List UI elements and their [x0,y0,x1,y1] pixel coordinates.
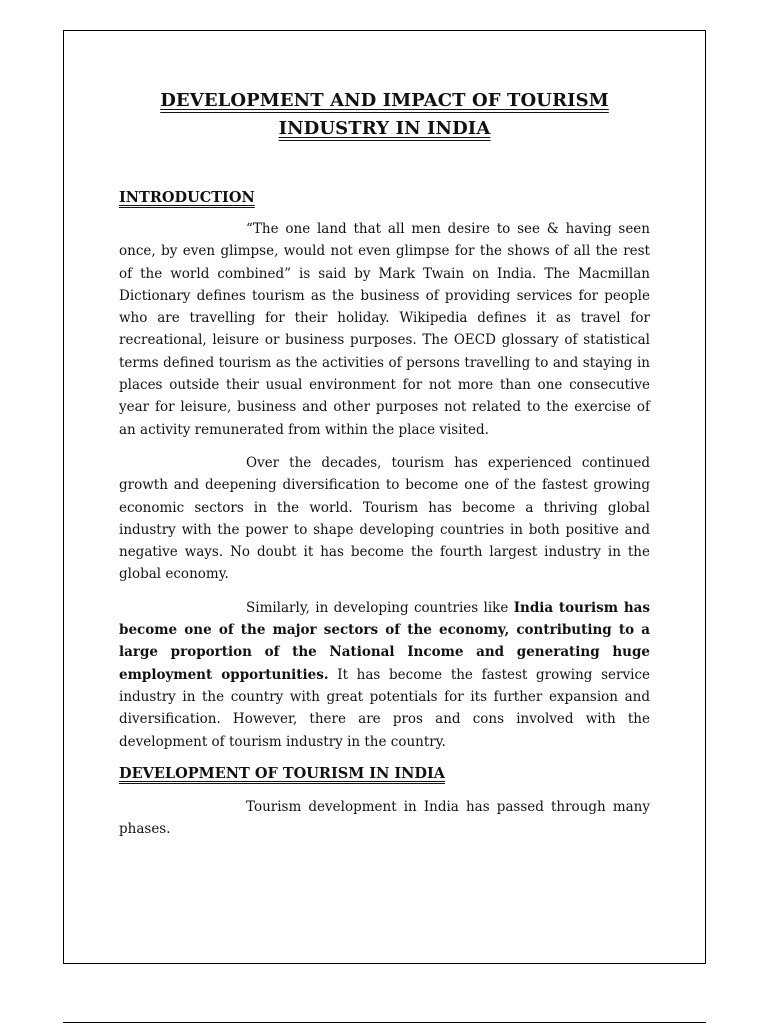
document-title [119,87,650,143]
intro-paragraph-3 [119,597,650,753]
section-heading-development: DEVELOPMENT OF TOURISM IN INDIA [119,764,446,782]
intro-paragraph-1: “The one land that all men desire to see & having seen once, by even glimpse, would not even glimpse for the shows of all the rest of the world combined” is said by Mark Twain on India. The Macmillan Dictionary defines tourism as the business of providing services for people who are travelling for their holiday. Wikipedia defines it as travel for recreational, leisure or business purposes. The OECD glossary of statistical terms defined tourism as the activities of persons travelling to and staying in places outside their usual environment for not more than one consecutive year for leisure, business and other purposes not related to the exercise of an activity remunerated from within the place visited. [119,221,650,438]
title-line-2: INDUSTRY IN INDIA [278,118,491,139]
intro-paragraph-2: Over the decades, tourism has experienced continued growth and deepening diversification to become one of the fastest growing economic sectors in the world. Tourism has become a thriving global industry with the power to shape developing countries in both positive and negative ways. No doubt it has become the fourth largest industry in the global economy. [119,454,650,583]
section-heading-introduction: INTRODUCTION [119,189,255,206]
page-border [63,30,706,964]
next-page-edge [63,1022,706,1023]
intro-paragraph-3-tail: It has become the fastest growing service industry in the country with great potentials for its further expansion and diversification. However, there are pros and cons involved with the development of tourism industry in the country. [119,666,650,750]
title-line-1: DEVELOPMENT AND IMPACT OF TOURISM [160,90,609,111]
intro-paragraph-3-lead: Similarly, in developing countries like [246,599,514,616]
development-paragraph-1: Tourism development in India has passed through many phases. [119,798,650,838]
document-body [119,87,650,840]
intro-paragraph-3-bold: India tourism has become one of the major sectors of the economy, contributing to a large proportion of the National Income and generating huge employment opportunities. [119,599,650,683]
